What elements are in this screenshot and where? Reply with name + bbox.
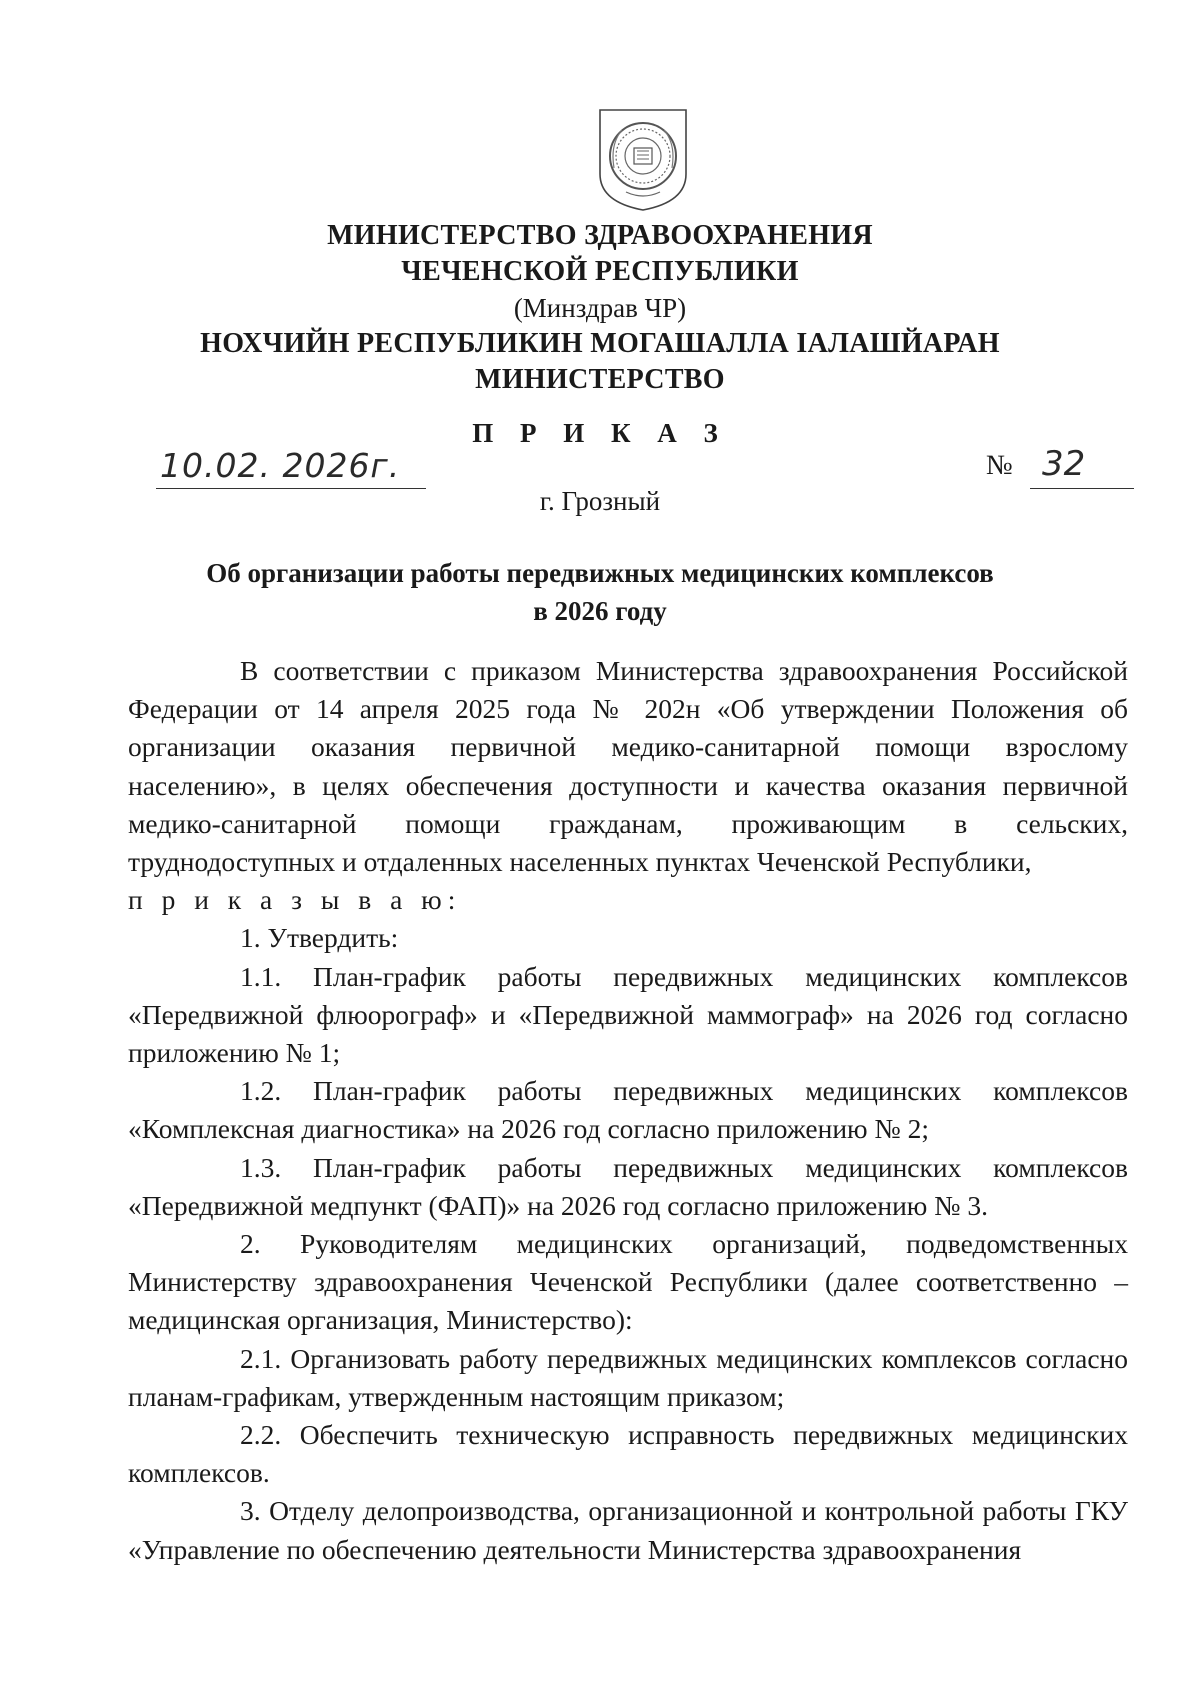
ministry-chechen-line-1: НОХЧИЙН РЕСПУБЛИКИН МОГАШАЛЛА ІАЛАШЙАРАН — [200, 328, 1000, 359]
order-title: П Р И К А З — [472, 418, 728, 448]
preamble-paragraph: В соответствии с приказом Министерства здравоохранения Российской Федерации от 14 апреля 2025 года № 202н «Об утверждении Положения об организации оказания первичной медико-санитарной помощи взрослому населению», в целях обеспечения доступности и качества оказания первичной медико-санитарной помощи гражданам, проживающим в сельских, труднодоступных и отдаленных населенных пунктах Чеченской Республики, — [128, 655, 1128, 878]
paragraph-1: 1. Утвердить: — [240, 922, 399, 954]
paragraph-2-2: 2.2. Обеспечить техническую исправность передвижных медицинских комплексов. — [128, 1419, 1128, 1489]
paragraph-3: 3. Отделу делопроизводства, организационной и контрольной работы ГКУ «Управление по обеспечению деятельности Министерства здравоохранения — [128, 1495, 1128, 1565]
ministry-header — [0, 218, 1200, 398]
coat-of-arms-emblem — [596, 104, 690, 214]
order-word: п р и к а з ы в а ю: — [128, 884, 462, 916]
order-date-field — [156, 446, 426, 490]
order-number-field — [986, 446, 1136, 490]
paragraph-2-1: 2.1. Организовать работу передвижных медицинских комплексов согласно планам-графикам, утвержденным настоящим приказом; — [128, 1342, 1128, 1412]
subject-line-1: Об организации работы передвижных медицинских комплексов — [206, 558, 994, 588]
subject-line-2: в 2026 году — [533, 596, 667, 626]
ministry-name-line-1: МИНИСТЕРСТВО ЗДРАВООХРАНЕНИЯ — [327, 220, 873, 251]
ministry-chechen-line-2: МИНИСТЕРСТВО — [475, 364, 725, 395]
order-date-handwritten: 10.02. 2026г. — [160, 446, 401, 485]
order-number-handwritten: 32 — [1042, 444, 1086, 484]
ministry-short-name: (Минздрав ЧР) — [513, 293, 687, 323]
order-city: г. Грозный — [539, 486, 661, 516]
order-subject — [0, 554, 1200, 630]
paragraph-1-1: 1.1. План-график работы передвижных медицинских комплексов «Передвижной флюорограф» и «Передвижной маммограф» на 2026 год согласно приложению № 1; — [128, 960, 1128, 1069]
order-body — [128, 652, 1128, 1569]
ministry-name-line-2: ЧЕЧЕНСКОЙ РЕСПУБЛИКИ — [401, 256, 799, 287]
order-number-label: № — [986, 450, 1013, 481]
paragraph-1-2: 1.2. План-график работы передвижных медицинских комплексов «Комплексная диагностика» на 2026 год согласно приложению № 2; — [128, 1075, 1128, 1145]
paragraph-1-3: 1.3. План-график работы передвижных медицинских комплексов «Передвижной медпункт (ФАП)» на 2026 год согласно приложению № 3. — [128, 1151, 1128, 1221]
paragraph-2: 2. Руководителям медицинских организаций, подведомственных Министерству здравоохранения Чеченской Республики (далее соответственно – медицинская организация, Министерство): — [128, 1228, 1128, 1336]
